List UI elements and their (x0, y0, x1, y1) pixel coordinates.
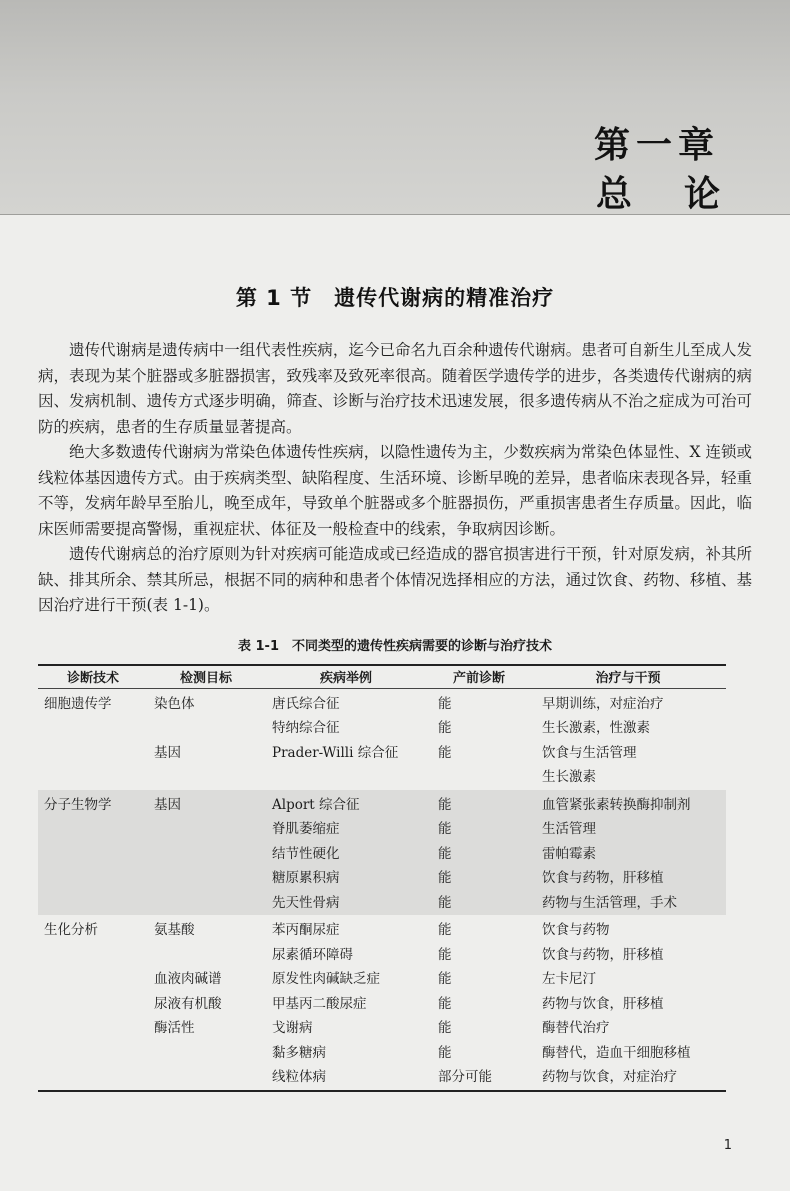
cell-target (148, 842, 264, 867)
page-number: 1 (723, 1138, 732, 1153)
cell-disease: 甲基丙二酸尿症 (272, 995, 367, 1012)
table-row (38, 790, 726, 818)
diagnosis-treatment-table (38, 664, 726, 1092)
table-row (38, 817, 726, 842)
cell-treatment: 酶替代，造血干细胞移植 (542, 1044, 691, 1061)
section-number: 第 1 节 (235, 286, 313, 310)
cell-tech: 细胞遗传学 (44, 695, 112, 712)
cell-disease: 线粒体病 (264, 1065, 428, 1091)
paragraph-3: 遗传代谢病总的治疗原则为针对疾病可能造成或已经造成的器官损害进行干预，针对原发病，补其所缺、排其所余、禁其所忌，根据不同的病种和患者个体情况选择相应的方法，通过饮食、药物、移植、基因治疗进行干预(表 1-1)。 (38, 545, 752, 614)
chapter-title: 总论 (595, 174, 772, 215)
cell-target (148, 817, 264, 842)
cell-disease: 苯丙酮尿症 (272, 922, 340, 938)
table-row (38, 688, 726, 716)
table-row (38, 1041, 726, 1066)
cell-target: 酶活性 (154, 1020, 195, 1036)
cell-treatment-line-1: 饮食与生活管理 (542, 744, 637, 761)
cell-treatment (530, 741, 726, 790)
cell-treatment: 血管紧张素转换酶抑制剂 (530, 790, 726, 818)
cell-disease: Prader-Willi 综合征 (272, 744, 399, 761)
cell-tech (38, 943, 148, 968)
cell-prenatal: 能 (438, 995, 452, 1012)
cell-tech: 分子生物学 (38, 790, 148, 818)
cell-treatment: 早期训练，对症治疗 (542, 695, 664, 712)
cell-disease: 结节性硬化 (264, 842, 428, 867)
cell-target: 尿液有机酸 (154, 995, 222, 1012)
cell-disease: Alport 综合征 (264, 790, 428, 818)
cell-prenatal: 能 (438, 695, 452, 712)
cell-treatment: 饮食与药物 (542, 922, 610, 938)
table-row (38, 915, 726, 943)
cell-target: 染色体 (154, 695, 195, 712)
cell-treatment: 生活管理 (530, 817, 726, 842)
chapter-number: 第一章 (593, 125, 720, 166)
cell-treatment: 药物与生活管理，手术 (530, 891, 726, 916)
cell-disease: 原发性肉碱缺乏症 (272, 971, 380, 987)
cell-prenatal: 能 (438, 971, 452, 987)
cell-disease: 糖原累积病 (264, 866, 428, 891)
cell-disease: 尿素循环障碍 (272, 946, 353, 963)
cell-target: 基因 (148, 790, 264, 818)
table-row (38, 1016, 726, 1041)
cell-disease: 脊肌萎缩症 (264, 817, 428, 842)
chapter-banner (0, 0, 790, 215)
table-row (38, 842, 726, 867)
cell-tech (38, 866, 148, 891)
section-title-text: 遗传代谢病的精准治疗 (334, 286, 555, 310)
cell-treatment: 生长激素，性激素 (542, 720, 650, 736)
cell-prenatal: 能 (438, 946, 452, 963)
cell-target (148, 716, 264, 741)
cell-treatment: 左卡尼汀 (542, 971, 596, 987)
cell-prenatal: 部分可能 (428, 1065, 530, 1091)
cell-tech (38, 1065, 148, 1091)
table-row (38, 992, 726, 1017)
cell-prenatal: 能 (438, 744, 452, 761)
cell-target (148, 866, 264, 891)
paragraph-2: 绝大多数遗传代谢病为常染色体遗传性疾病，以隐性遗传为主，少数疾病为常染色体显性、X 连锁或线粒体基因遗传方式。由于疾病类型、缺陷程度、生活环境、诊断早晚的差异，患者临床表现各异，轻重不等，发病年龄早至胎儿，晚至成年，导致单个脏器或多个脏器损伤，严重损害患者生存质量。因此，临床医师需要提高警惕，重视症状、体征及一般检查中的线索，争取病因诊断。 (38, 443, 752, 538)
header-target: 检测目标 (148, 665, 264, 689)
header-tech: 诊断技术 (38, 665, 148, 689)
cell-tech (38, 842, 148, 867)
table-row (38, 967, 726, 992)
cell-prenatal: 能 (428, 866, 530, 891)
page-body (38, 214, 752, 1092)
cell-tech (38, 992, 148, 1017)
cell-treatment: 酶替代治疗 (542, 1020, 610, 1036)
table-row (38, 741, 726, 790)
cell-prenatal: 能 (438, 922, 452, 938)
cell-treatment: 饮食与药物，肝移植 (542, 946, 664, 963)
header-prenatal: 产前诊断 (428, 665, 530, 689)
cell-target (148, 891, 264, 916)
cell-treatment: 药物与饮食，肝移植 (542, 995, 664, 1012)
cell-prenatal: 能 (428, 817, 530, 842)
cell-tech (38, 967, 148, 992)
cell-treatment: 雷帕霉素 (530, 842, 726, 867)
cell-tech (38, 1041, 148, 1066)
table-row (38, 891, 726, 916)
cell-tech (38, 1016, 148, 1041)
cell-prenatal: 能 (428, 891, 530, 916)
table-row (38, 866, 726, 891)
cell-tech: 生化分析 (44, 922, 98, 938)
section-title (38, 282, 752, 312)
cell-treatment-line-2: 生长激素 (542, 769, 596, 785)
cell-prenatal: 能 (428, 842, 530, 867)
cell-tech (38, 891, 148, 916)
table-row (38, 716, 726, 741)
cell-tech (38, 741, 148, 790)
cell-tech (38, 817, 148, 842)
cell-disease: 特纳综合征 (272, 720, 340, 736)
cell-disease: 唐氏综合征 (272, 695, 340, 712)
cell-treatment: 饮食与药物，肝移植 (530, 866, 726, 891)
cell-target: 血液肉碱谱 (154, 971, 222, 987)
cell-prenatal: 能 (438, 1044, 452, 1061)
table-row (38, 943, 726, 968)
cell-prenatal: 能 (438, 1020, 452, 1036)
header-treatment: 治疗与干预 (530, 665, 726, 689)
cell-disease: 先天性骨病 (264, 891, 428, 916)
table-caption: 表 1-1 不同类型的遗传性疾病需要的诊断与治疗技术 (237, 638, 552, 654)
cell-target (148, 1041, 264, 1066)
cell-disease: 黏多糖病 (272, 1044, 326, 1061)
cell-disease: 戈谢病 (272, 1020, 313, 1036)
paragraph-1: 遗传代谢病是遗传病中一组代表性疾病，迄今已命名九百余种遗传代谢病。患者可自新生儿至成人发病，表现为某个脏器或多脏器损害，致残率及致死率很高。随着医学遗传学的进步，各类遗传代谢病的病因、发病机制、遗传方式逐步明确，筛查、诊断与治疗技术迅速发展，很多遗传病从不治之症成为可治可防的疾病，患者的生存质量显著提高。 (38, 341, 752, 436)
cell-prenatal: 能 (428, 790, 530, 818)
cell-target (148, 943, 264, 968)
cell-target: 基因 (154, 744, 181, 761)
header-disease: 疾病举例 (264, 665, 428, 689)
table-header-row (38, 665, 726, 689)
cell-prenatal: 能 (438, 720, 452, 736)
cell-tech (38, 716, 148, 741)
table-row (38, 1065, 726, 1091)
cell-treatment: 药物与饮食，对症治疗 (530, 1065, 726, 1091)
cell-target: 氨基酸 (154, 922, 195, 938)
cell-target (148, 1065, 264, 1091)
